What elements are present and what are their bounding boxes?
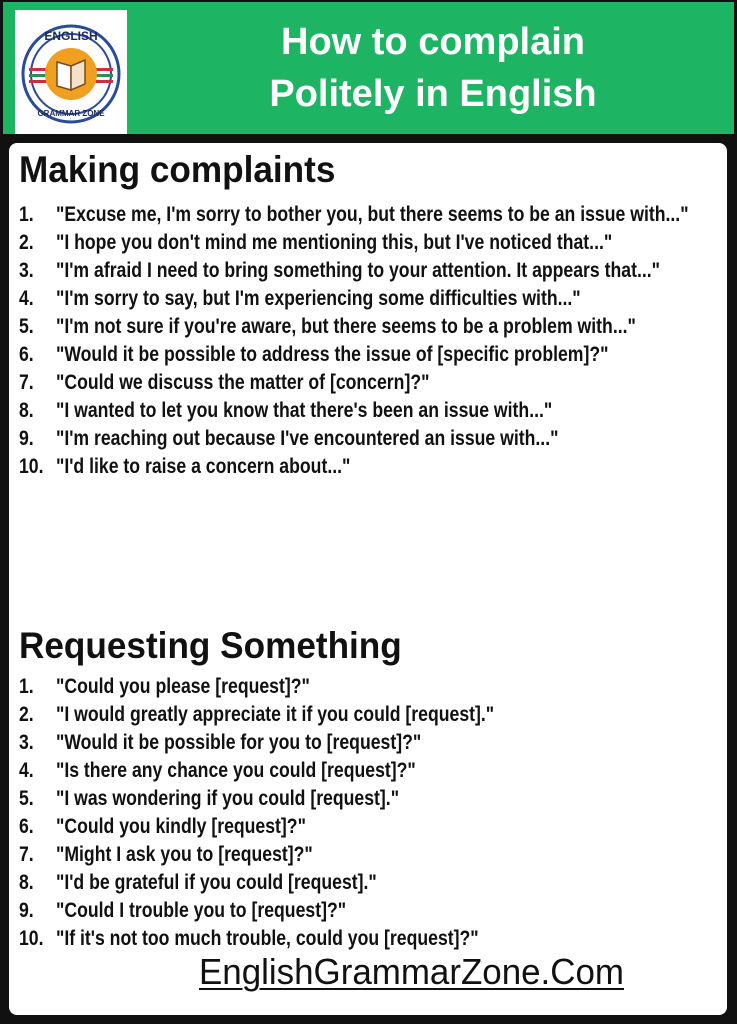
- item-text: "I wanted to let you know that there's been an issue with...": [55, 399, 553, 422]
- list-item: [19, 729, 716, 757]
- content-panel: [9, 143, 727, 1015]
- list-item: [19, 813, 716, 841]
- header-banner: [3, 2, 734, 134]
- item-text: "I'm not sure if you're aware, but there seems to be a problem with...": [55, 315, 636, 338]
- list-item: [19, 785, 716, 813]
- list-item: [19, 313, 716, 341]
- item-text: "I would greatly appreciate it if you could [request].": [55, 703, 495, 726]
- svg-text:GRAMMAR ZONE: GRAMMAR ZONE: [37, 109, 105, 118]
- requests-list: [19, 673, 716, 953]
- item-text: "I'm afraid I need to bring something to your attention. It appears that...": [55, 259, 661, 282]
- list-item: [19, 869, 716, 897]
- item-number: 2.: [19, 231, 34, 254]
- item-text: "If it's not too much trouble, could you [request]?": [55, 927, 479, 950]
- list-item: [19, 285, 716, 313]
- item-text: "I'd be grateful if you could [request].": [55, 871, 377, 894]
- list-item: [19, 369, 716, 397]
- logo: [15, 10, 127, 134]
- list-item: [19, 757, 716, 785]
- list-item: [19, 701, 716, 729]
- item-text: "Could you please [request]?": [55, 675, 310, 698]
- list-item: [19, 397, 716, 425]
- item-number: 6.: [19, 815, 34, 838]
- item-text: "I hope you don't mind me mentioning this, but I've noticed that...": [55, 231, 613, 254]
- item-text: "Would it be possible to address the issue of [specific problem]?": [55, 343, 609, 366]
- item-text: "Would it be possible for you to [request]?": [55, 731, 422, 754]
- svg-text:ENGLISH: ENGLISH: [44, 29, 98, 43]
- list-item: [19, 229, 716, 257]
- list-item: [19, 673, 716, 701]
- list-item: [19, 425, 716, 453]
- book-logo-icon: [15, 10, 127, 134]
- section-heading-complaints: Making complaints: [19, 149, 336, 190]
- item-number: 1.: [19, 203, 34, 226]
- item-number: 9.: [19, 899, 34, 922]
- item-number: 3.: [19, 259, 34, 282]
- item-number: 9.: [19, 427, 34, 450]
- item-text: "I was wondering if you could [request].": [55, 787, 400, 810]
- item-number: 5.: [19, 787, 34, 810]
- item-number: 4.: [19, 759, 34, 782]
- item-text: "I'm reaching out because I've encountered an issue with...": [55, 427, 559, 450]
- complaints-list: [19, 201, 716, 481]
- list-item: [19, 925, 716, 953]
- item-text: "Could you kindly [request]?": [55, 815, 306, 838]
- list-item: [19, 897, 716, 925]
- list-item: [19, 341, 716, 369]
- item-text: "I'm sorry to say, but I'm experiencing some difficulties with...": [55, 287, 581, 310]
- item-number: 6.: [19, 343, 34, 366]
- item-text: "Could I trouble you to [request]?": [55, 899, 347, 922]
- item-number: 7.: [19, 843, 34, 866]
- item-text: "Excuse me, I'm sorry to bother you, but there seems to be an issue with...": [55, 203, 689, 226]
- item-text: "Is there any chance you could [request]?": [55, 759, 416, 782]
- item-text: "Might I ask you to [request]?": [55, 843, 313, 866]
- title-line-2: Politely in English: [269, 73, 597, 115]
- item-text: "I'd like to raise a concern about...": [55, 455, 351, 478]
- title-line-1: How to complain: [281, 21, 585, 63]
- item-number: 7.: [19, 371, 34, 394]
- list-item: [19, 201, 716, 229]
- list-item: [19, 453, 716, 481]
- section-heading-requests: Requesting Something: [19, 625, 402, 666]
- item-number: 8.: [19, 399, 34, 422]
- page-title: [133, 16, 733, 120]
- list-item: [19, 841, 716, 869]
- item-number: 5.: [19, 315, 34, 338]
- item-number: 1.: [19, 675, 34, 698]
- item-number: 10.: [19, 927, 44, 950]
- item-number: 3.: [19, 731, 34, 754]
- item-number: 10.: [19, 455, 44, 478]
- item-number: 4.: [19, 287, 34, 310]
- item-number: 8.: [19, 871, 34, 894]
- list-item: [19, 257, 716, 285]
- website-link[interactable]: EnglishGrammarZone.Com: [199, 951, 624, 992]
- item-text: "Could we discuss the matter of [concern]?": [55, 371, 430, 394]
- item-number: 2.: [19, 703, 34, 726]
